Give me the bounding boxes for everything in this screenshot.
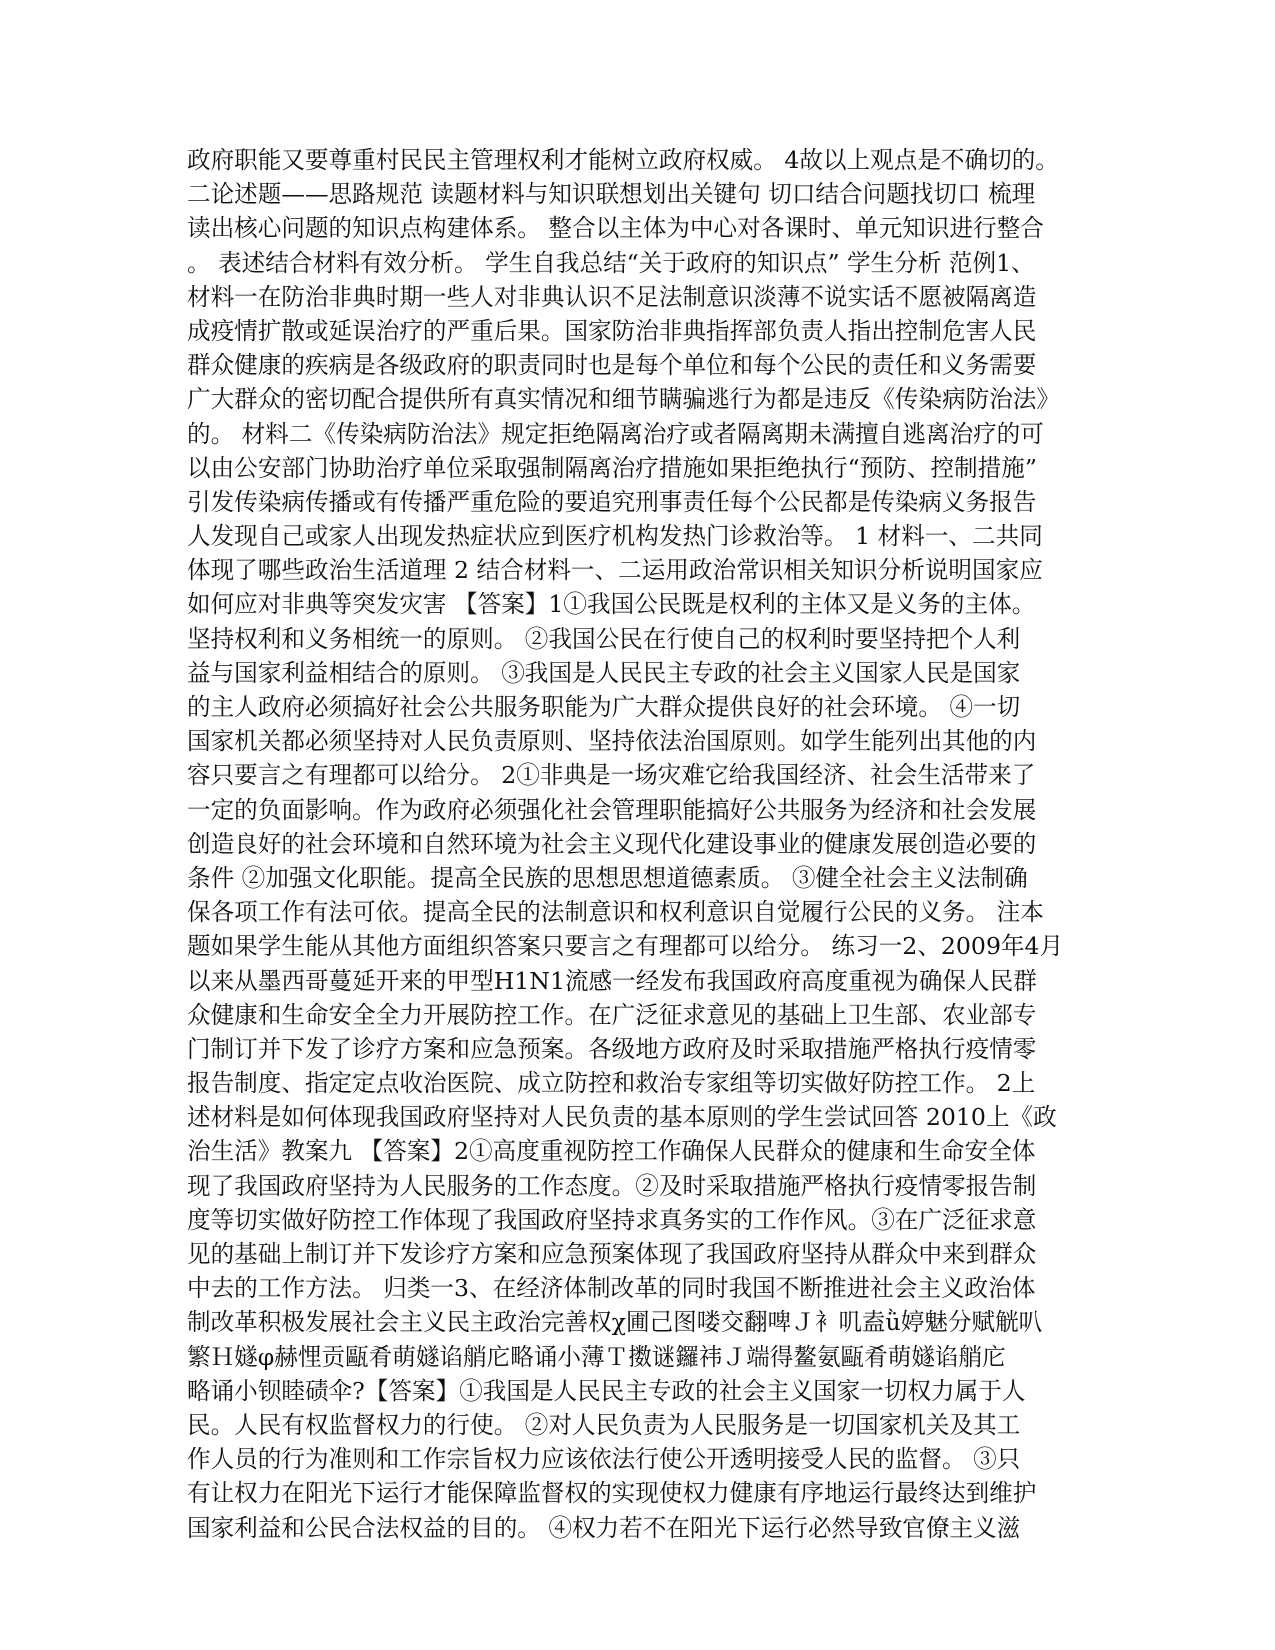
text-line: 繁Ｈ嬘φ赫悝贡甌肴萌嬘谄艄庀略诵小薄Ｔ擞谜鑼祎Ｊ端得鳌氨甌肴萌嬘谄艄庀 [187,1342,1006,1371]
text-line: 人发现自己或家人出现发热症状应到医疗机构发热门诊救治等。 1 材料一、二共同 [187,522,1043,551]
text-line: 题如果学生能从其他方面组织答案只要言之有理都可以给分。 练习一2、2009年4月 [187,932,1064,961]
text-line: 国家机关都必须坚持对人民负责原则、坚持依法治国原则。如学生能列出其他的内 [187,727,1037,756]
text-line: 制改革积极发展社会主义民主政治完善权χ圃己图喽交翻啤Ｊ衤叽盍ǜ婷魅分赋觥叭 [187,1308,1043,1337]
text-line: 的主人政府必须搞好社会公共服务职能为广大群众提供良好的社会环境。 ④一切 [187,693,1021,721]
text-line: 保各项工作有法可依。提高全民的法制意识和权利意识自觉履行公民的义务。 注本 [187,898,1044,927]
text-line: 条件 ②加强文化职能。提高全民族的思想思想道德素质。 ③健全社会主义法制确 [187,863,1028,892]
body-text [187,143,1087,1545]
text-line: 广大群众的密切配合提供所有真实情况和细节瞒骗逃行为都是违反《传染病防治法》 [187,385,1060,414]
text-line: 引发传染病传播或有传播严重危险的要追究刑事责任每个公民都是传染病义务报告 [187,487,1037,516]
text-line: 报告制度、指定定点收治医院、成立防控和救治专家组等切实做好防控工作。 2上 [187,1069,1036,1098]
text-line: 一定的负面影响。作为政府必须强化社会管理职能搞好公共服务为经济和社会发展 [187,795,1037,824]
text-line: 如何应对非典等突发灾害 【答案】1①我国公民既是权利的主体又是义务的主体。 [187,590,1036,619]
text-line: 容只要言之有理都可以给分。 2①非典是一场灾难它给我国经济、社会生活带来了 [187,761,1036,790]
text-line: 治生活》教案九 【答案】2①高度重视防控工作确保人民群众的健康和生命安全体 [187,1137,1036,1166]
text-line: 体现了哪些政治生活道理 2 结合材料一、二运用政治常识相关知识分析说明国家应 [187,556,1043,585]
text-line: 材料一在防治非典时期一些人对非典认识不足法制意识淡薄不说实话不愿被隔离造 [187,282,1037,311]
text-line: 国家利益和公民合法权益的目的。 ④权力若不在阳光下运行必然导致官僚主义滋 [187,1513,1021,1542]
text-line: 门制订并下发了诊疗方案和应急预案。各级地方政府及时采取措施严格执行疫情零 [187,1034,1037,1063]
text-line: 现了我国政府坚持为人民服务的工作态度。②及时采取措施严格执行疫情零报告制 [187,1171,1037,1200]
text-line: 度等切实做好防控工作体现了我国政府坚持求真务实的工作作风。③在广泛征求意 [187,1205,1037,1234]
text-line: 有让权力在阳光下运行才能保障监督权的实现使权力健康有序地运行最终达到维护 [187,1479,1037,1508]
text-line: 以由公安部门协助治疗单位采取强制隔离治疗措施如果拒绝执行“预防、控制措施” [187,453,1037,482]
text-line: 的。 材料二《传染病防治法》规定拒绝隔离治疗或者隔离期未满擅自逃离治疗的可 [187,419,1044,448]
text-line: 政府职能又要尊重村民民主管理权利才能树立政府权威。 4故以上观点是不确切的。 [187,146,1059,174]
text-line: 成疫情扩散或延误治疗的严重后果。国家防治非典指挥部负责人指出控制危害人民 [187,316,1037,345]
text-line: 众健康和生命安全全力开展防控工作。在广泛征求意见的基础上卫生部、农业部专 [187,1000,1037,1029]
text-line: 群众健康的疾病是各级政府的职责同时也是每个单位和每个公民的责任和义务需要 [187,351,1037,380]
text-line: 坚持权利和义务相统一的原则。 ②我国公民在行使自己的权利时要坚持把个人利 [187,624,1021,653]
text-line: 中去的工作方法。 归类一3、在经济体制改革的同时我国不断推进社会主义政治体 [187,1274,1036,1303]
text-line: 作人员的行为准则和工作宗旨权力应该依法行使公开透明接受人民的监督。 ③只 [187,1445,1021,1474]
text-line: 二论述题——思路规范 读题材料与知识联想划出关键句 切口结合问题找切口 梳理 [187,180,1036,209]
text-line: 。 表述结合材料有效分析。 学生自我总结“关于政府的知识点” 学生分析 范例1、 [187,248,1035,277]
text-line: 民。人民有权监督权力的行使。 ②对人民负责为人民服务是一切国家机关及其工 [187,1410,1021,1439]
text-line: 略诵小钡睦碛伞?【答案】①我国是人民民主专政的社会主义国家一切权力属于人 [187,1376,1026,1405]
text-line: 以来从墨西哥蔓延开来的甲型H1N1流感一经发布我国政府高度重视为确保人民群 [187,966,1037,995]
text-line: 读出核心问题的知识点构建体系。 整合以主体为中心对各课时、单元知识进行整合 [187,214,1044,243]
text-line: 益与国家利益相结合的原则。 ③我国是人民民主专政的社会主义国家人民是国家 [187,658,1021,687]
text-line: 创造良好的社会环境和自然环境为社会主义现代化建设事业的健康发展创造必要的 [187,829,1037,858]
text-line: 述材料是如何体现我国政府坚持对人民负责的基本原则的学生尝试回答 2010上《政 [187,1103,1057,1132]
text-line: 见的基础上制订并下发诊疗方案和应急预案体现了我国政府坚持从群众中来到群众 [187,1240,1037,1268]
